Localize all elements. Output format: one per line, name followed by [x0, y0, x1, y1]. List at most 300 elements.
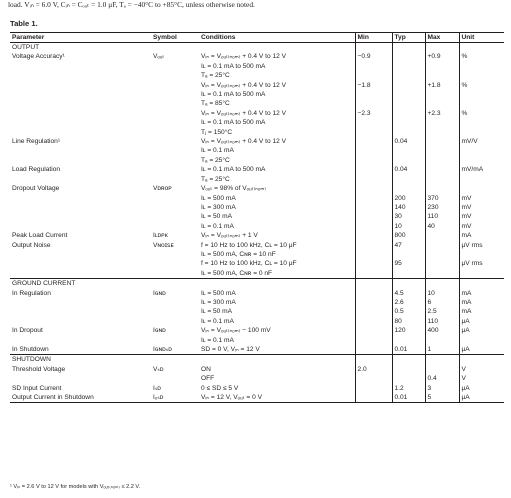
- header-symbol: Symbol: [151, 33, 199, 43]
- unit-cell: mA: [459, 298, 504, 307]
- parameter-cell: [10, 194, 151, 203]
- symbol-cell: [151, 317, 199, 326]
- parameter-cell: Load Regulation: [12, 166, 61, 174]
- symbol-cell: Iɢɴᴅₛᴅ: [153, 346, 172, 353]
- unit-cell: V: [459, 374, 504, 383]
- header-typ: Typ: [392, 33, 425, 43]
- typ-cell: [392, 374, 425, 383]
- max-cell: [425, 365, 459, 374]
- max-cell: [425, 118, 459, 127]
- conditions-cell: Iʟ = 0.1 mA to 500 mA: [201, 166, 266, 174]
- min-cell: −1.8: [355, 81, 392, 90]
- table-row: [10, 345, 504, 355]
- unit-cell: μV rms: [459, 241, 504, 250]
- table-row: [10, 289, 504, 298]
- max-cell: +1.8: [425, 81, 459, 90]
- min-cell: [355, 317, 392, 326]
- parameter-cell: [10, 203, 151, 212]
- parameter-cell: Threshold Voltage: [12, 365, 66, 373]
- table-row: [10, 90, 504, 99]
- min-cell: [355, 298, 392, 307]
- max-cell: 5: [425, 393, 459, 403]
- symbol-cell: [151, 203, 199, 212]
- unit-cell: [459, 279, 504, 289]
- unit-cell: V: [459, 365, 504, 374]
- min-cell: [355, 43, 392, 53]
- symbol-cell: [151, 156, 199, 165]
- symbol-cell: [151, 307, 199, 316]
- conditions-cell: SD = 0 V, Vᵢₙ = 12 V: [201, 346, 260, 353]
- typ-cell: 10: [392, 222, 425, 231]
- symbol-cell: [151, 175, 199, 184]
- unit-cell: μA: [459, 393, 504, 403]
- typ-cell: [392, 52, 425, 61]
- max-cell: +2.3: [425, 109, 459, 118]
- max-cell: [425, 71, 459, 80]
- parameter-cell: [10, 128, 151, 137]
- symbol-cell: [151, 71, 199, 80]
- min-cell: [355, 269, 392, 279]
- conditions-cell: Iʟ = 0.1 mA to 500 mA: [201, 91, 266, 99]
- section-row: [10, 43, 504, 53]
- min-cell: [355, 146, 392, 155]
- conditions-cell: Vᵢₙ = 12 V, Vₒᵤₜ = 0 V: [199, 393, 355, 403]
- conditions-cell: Iʟ = 500 mA: [201, 194, 236, 202]
- typ-cell: 47: [392, 241, 425, 250]
- unit-cell: mV/mA: [459, 165, 504, 174]
- parameter-cell: [10, 109, 151, 118]
- typ-cell: [392, 62, 425, 71]
- typ-cell: [392, 90, 425, 99]
- parameter-cell: Output Noise: [12, 241, 51, 249]
- max-cell: +0.9: [425, 52, 459, 61]
- typ-cell: 0.5: [392, 307, 425, 316]
- typ-cell: [392, 365, 425, 374]
- symbol-cell: [151, 222, 199, 231]
- unit-cell: [459, 336, 504, 345]
- unit-cell: μV rms: [459, 259, 504, 268]
- typ-cell: [392, 146, 425, 155]
- parameter-cell: [10, 175, 151, 184]
- parameter-cell: Output Current in Shutdown: [10, 393, 151, 403]
- table-row: [10, 71, 504, 80]
- unit-cell: mA: [459, 307, 504, 316]
- typ-cell: [392, 355, 425, 365]
- table-row: [10, 336, 504, 345]
- parameter-cell: [10, 259, 151, 268]
- unit-cell: [459, 355, 504, 365]
- symbol-cell: Vɴᴏɪꜱᴇ: [153, 241, 174, 249]
- unit-cell: [459, 250, 504, 259]
- conditions-cell: Iʟ = 50 mA: [201, 308, 233, 316]
- intro-line: load. Vᵢₙ = 6.0 V, Cᵢₙ = Cₒᵤₜ = 1.0 μF, Tₐ = −40°C to +85°C, unless otherwise noted.: [8, 0, 255, 9]
- max-cell: 370: [425, 194, 459, 203]
- table-row: [10, 146, 504, 155]
- parameter-cell: In Regulation: [12, 289, 51, 297]
- min-cell: −2.3: [355, 109, 392, 118]
- max-cell: [425, 259, 459, 268]
- min-cell: [355, 241, 392, 250]
- max-cell: 40: [425, 222, 459, 231]
- min-cell: [355, 90, 392, 99]
- parameter-cell: [10, 222, 151, 231]
- min-cell: [355, 194, 392, 203]
- min-cell: [355, 250, 392, 259]
- table-row: [10, 52, 504, 61]
- unit-cell: [459, 175, 504, 184]
- unit-cell: mV: [459, 212, 504, 221]
- typ-cell: [392, 184, 425, 193]
- section-title: OUTPUT: [10, 43, 151, 53]
- parameter-cell: [10, 118, 151, 127]
- min-cell: [355, 231, 392, 240]
- min-cell: [355, 279, 392, 289]
- section-row: [10, 355, 504, 365]
- unit-cell: [459, 62, 504, 71]
- header-unit: Unit: [459, 33, 504, 43]
- conditions-cell: [199, 43, 355, 53]
- unit-cell: mA: [459, 231, 504, 240]
- max-cell: [425, 175, 459, 184]
- unit-cell: [459, 184, 504, 193]
- conditions-cell: f = 10 Hz to 100 kHz, Cʟ = 10 μF: [201, 260, 297, 268]
- table-row: [10, 393, 504, 403]
- parameter-cell: [10, 307, 151, 316]
- unit-cell: %: [459, 52, 504, 61]
- max-cell: [425, 355, 459, 365]
- conditions-cell: Iʟ = 0.1 mA to 500 mA: [201, 62, 266, 70]
- max-cell: 110: [425, 317, 459, 326]
- conditions-cell: [199, 279, 355, 289]
- symbol-cell: [151, 269, 199, 279]
- unit-cell: [459, 146, 504, 155]
- table-header-row: [10, 33, 504, 43]
- table-row: [10, 194, 504, 203]
- symbol-cell: [151, 109, 199, 118]
- max-cell: [425, 336, 459, 345]
- table-row: [10, 203, 504, 212]
- conditions-cell: Tₐ = 25°C: [201, 156, 230, 164]
- conditions-cell: Vₒᵤₜ = 98% of Vₒᵤₜ₍ₙₒₘ₎: [201, 185, 267, 193]
- conditions-cell: Iʟ = 0.1 mA: [201, 317, 234, 325]
- min-cell: [355, 184, 392, 193]
- conditions-cell: OFF: [201, 375, 215, 383]
- table-row: [10, 317, 504, 326]
- typ-cell: 2.6: [392, 298, 425, 307]
- symbol-cell: Iₒₛᴅ: [151, 393, 199, 403]
- parameter-cell: Line Regulation¹: [12, 138, 61, 146]
- parameter-cell: [10, 317, 151, 326]
- symbol-cell: [151, 298, 199, 307]
- symbol-cell: Iɢɴᴅ: [153, 289, 166, 297]
- table-row: [10, 175, 504, 184]
- symbol-cell: [151, 99, 199, 108]
- parameter-cell: SD Input Current: [12, 384, 62, 392]
- conditions-cell: Iʟ = 300 mA: [201, 298, 236, 306]
- conditions-cell: Tₐ = 85°C: [201, 100, 230, 108]
- parameter-cell: [10, 71, 151, 80]
- table-row: [10, 241, 504, 250]
- conditions-cell: Tₐ = 25°C: [201, 72, 230, 80]
- conditions-cell: Iʟ = 0.1 mA to 500 mA: [201, 119, 266, 127]
- parameter-cell: [10, 269, 151, 279]
- max-cell: 3: [425, 384, 459, 393]
- unit-cell: [459, 118, 504, 127]
- conditions-cell: Iʟ = 0.1 mA: [201, 222, 234, 230]
- typ-cell: [392, 128, 425, 137]
- max-cell: [425, 269, 459, 279]
- unit-cell: mA: [459, 289, 504, 298]
- symbol-cell: [151, 212, 199, 221]
- table-row: [10, 81, 504, 90]
- specifications-table: [10, 32, 504, 403]
- unit-cell: [459, 99, 504, 108]
- symbol-cell: Vₒᵤₜ: [153, 53, 165, 61]
- min-cell: [355, 393, 392, 403]
- min-cell: [355, 165, 392, 174]
- table-row: [10, 62, 504, 71]
- unit-cell: [459, 128, 504, 137]
- conditions-cell: Iʟ = 0.1 mA: [201, 147, 234, 155]
- table-row: [10, 298, 504, 307]
- conditions-cell: Iʟ = 500 mA, Cɴʀ = 0 nF: [201, 269, 273, 277]
- table-row: [10, 374, 504, 383]
- min-cell: [355, 307, 392, 316]
- unit-cell: [459, 90, 504, 99]
- max-cell: 2.5: [425, 307, 459, 316]
- unit-cell: mV: [459, 194, 504, 203]
- conditions-cell: Iʟ = 0.1 mA: [201, 336, 234, 344]
- max-cell: [425, 279, 459, 289]
- min-cell: [355, 203, 392, 212]
- footnote: ¹ Vᵢₙ = 2.6 V to 12 V for models with Vₒᵤₜ₍ₙₒₘ₎ ≤ 2.2 V.: [10, 484, 141, 490]
- unit-cell: %: [459, 81, 504, 90]
- max-cell: [425, 137, 459, 146]
- table-row: [10, 222, 504, 231]
- table-row: [10, 109, 504, 118]
- header-conditions: Conditions: [199, 33, 355, 43]
- parameter-cell: [10, 250, 151, 259]
- min-cell: 2.0: [355, 365, 392, 374]
- typ-cell: 4.5: [392, 289, 425, 298]
- section-title: GROUND CURRENT: [10, 279, 151, 289]
- parameter-cell: [10, 99, 151, 108]
- typ-cell: 30: [392, 212, 425, 221]
- parameter-cell: [10, 212, 151, 221]
- min-cell: [355, 62, 392, 71]
- conditions-cell: Iʟ = 500 mA, Cɴʀ = 10 nF: [201, 250, 276, 258]
- table-row: [10, 99, 504, 108]
- unit-cell: [459, 156, 504, 165]
- symbol-cell: Iʟᴅᴘᴋ: [153, 232, 168, 240]
- unit-cell: %: [459, 109, 504, 118]
- symbol-cell: [151, 165, 199, 174]
- unit-cell: μA: [459, 317, 504, 326]
- unit-cell: mV: [459, 203, 504, 212]
- parameter-cell: [10, 156, 151, 165]
- conditions-cell: Vᵢₙ = Vₒᵤₜ₍ₙₒₘ₎ + 0.4 V to 12 V: [201, 81, 287, 89]
- typ-cell: [392, 269, 425, 279]
- min-cell: [355, 71, 392, 80]
- max-cell: 0.4: [425, 374, 459, 383]
- typ-cell: [392, 71, 425, 80]
- header-max: Max: [425, 33, 459, 43]
- typ-cell: [392, 99, 425, 108]
- max-cell: [425, 156, 459, 165]
- typ-cell: 200: [392, 194, 425, 203]
- symbol-cell: [151, 62, 199, 71]
- min-cell: [355, 384, 392, 393]
- header-parameter: Parameter: [10, 33, 151, 43]
- table-row: [10, 184, 504, 193]
- typ-cell: [392, 156, 425, 165]
- unit-cell: [459, 43, 504, 53]
- table-row: [10, 165, 504, 174]
- conditions-cell: Tⱼ = 150°C: [201, 128, 233, 136]
- typ-cell: [392, 109, 425, 118]
- typ-cell: 1.2: [392, 384, 425, 393]
- table-body: [10, 43, 504, 403]
- table-row: [10, 365, 504, 374]
- min-cell: [355, 128, 392, 137]
- typ-cell: [392, 118, 425, 127]
- max-cell: [425, 250, 459, 259]
- conditions-cell: [199, 355, 355, 365]
- min-cell: [355, 175, 392, 184]
- unit-cell: mV: [459, 222, 504, 231]
- max-cell: [425, 146, 459, 155]
- symbol-cell: Vᴅʀᴏᴘ: [153, 185, 172, 193]
- min-cell: −0.9: [355, 52, 392, 61]
- typ-cell: [392, 81, 425, 90]
- symbol-cell: [151, 355, 199, 365]
- parameter-cell: [10, 62, 151, 71]
- typ-cell: 0.04: [392, 137, 425, 146]
- typ-cell: 120: [392, 326, 425, 335]
- max-cell: 400: [425, 326, 459, 335]
- min-cell: [355, 212, 392, 221]
- max-cell: [425, 62, 459, 71]
- max-cell: [425, 90, 459, 99]
- symbol-cell: [151, 250, 199, 259]
- table-row: [10, 118, 504, 127]
- min-cell: [355, 326, 392, 335]
- parameter-cell: [10, 81, 151, 90]
- conditions-cell: Vᵢₙ = Vₒᵤₜ₍ₙₒₘ₎ − 100 mV: [201, 327, 271, 335]
- unit-cell: μA: [459, 326, 504, 335]
- symbol-cell: [151, 81, 199, 90]
- unit-cell: [459, 269, 504, 279]
- unit-cell: μA: [459, 345, 504, 355]
- min-cell: [355, 259, 392, 268]
- parameter-cell: In Dropout: [12, 327, 43, 335]
- min-cell: [355, 222, 392, 231]
- typ-cell: 800: [392, 231, 425, 240]
- parameter-cell: [10, 146, 151, 155]
- symbol-cell: [151, 90, 199, 99]
- unit-cell: μA: [459, 384, 504, 393]
- typ-cell: 95: [392, 259, 425, 268]
- min-cell: [355, 336, 392, 345]
- symbol-cell: [151, 43, 199, 53]
- min-cell: [355, 99, 392, 108]
- unit-cell: [459, 71, 504, 80]
- conditions-cell: Iʟ = 500 mA: [201, 289, 236, 297]
- symbol-cell: [151, 137, 199, 146]
- table-row: [10, 384, 504, 393]
- max-cell: [425, 184, 459, 193]
- min-cell: [355, 345, 392, 355]
- conditions-cell: 0 ≤ SD ≤ 5 V: [201, 384, 239, 392]
- symbol-cell: [151, 336, 199, 345]
- min-cell: [355, 374, 392, 383]
- parameter-cell: [10, 298, 151, 307]
- min-cell: [355, 156, 392, 165]
- section-title: SHUTDOWN: [10, 355, 151, 365]
- symbol-cell: [151, 118, 199, 127]
- max-cell: [425, 241, 459, 250]
- table-row: [10, 269, 504, 279]
- typ-cell: [392, 279, 425, 289]
- symbol-cell: Iɢɴᴅ: [153, 327, 166, 335]
- header-min: Min: [355, 33, 392, 43]
- table-row: [10, 212, 504, 221]
- max-cell: [425, 43, 459, 53]
- symbol-cell: [151, 194, 199, 203]
- conditions-cell: Iʟ = 50 mA: [201, 213, 233, 221]
- table-row: [10, 250, 504, 259]
- section-row: [10, 279, 504, 289]
- max-cell: [425, 165, 459, 174]
- unit-cell: mV/V: [459, 137, 504, 146]
- max-cell: [425, 231, 459, 240]
- conditions-cell: Tₐ = 25°C: [201, 175, 230, 183]
- max-cell: 6: [425, 298, 459, 307]
- typ-cell: 140: [392, 203, 425, 212]
- symbol-cell: [151, 146, 199, 155]
- table-caption: Table 1.: [10, 19, 38, 28]
- conditions-cell: ON: [201, 365, 211, 373]
- max-cell: 1: [425, 345, 459, 355]
- max-cell: 230: [425, 203, 459, 212]
- parameter-cell: [10, 374, 151, 383]
- parameter-cell: Voltage Accuracy¹: [12, 53, 65, 61]
- table-row: [10, 326, 504, 335]
- max-cell: [425, 99, 459, 108]
- max-cell: [425, 128, 459, 137]
- symbol-cell: Vₛᴅ: [153, 365, 164, 373]
- table-row: [10, 231, 504, 240]
- conditions-cell: Vᵢₙ = Vₒᵤₜ₍ₙₒₘ₎ + 1 V: [201, 232, 258, 240]
- min-cell: [355, 355, 392, 365]
- symbol-cell: [151, 128, 199, 137]
- conditions-cell: Vᵢₙ = Vₒᵤₜ₍ₙₒₘ₎ + 0.4 V to 12 V: [201, 53, 287, 61]
- max-cell: 110: [425, 212, 459, 221]
- symbol-cell: [151, 279, 199, 289]
- conditions-cell: Vᵢₙ = Vₒᵤₜ₍ₙₒₘ₎ + 0.4 V to 12 V: [201, 109, 287, 117]
- parameter-cell: Dropout Voltage: [12, 185, 60, 193]
- parameter-cell: [10, 336, 151, 345]
- table-row: [10, 137, 504, 146]
- typ-cell: [392, 43, 425, 53]
- symbol-cell: Iₛᴅ: [153, 384, 161, 392]
- parameter-cell: [10, 90, 151, 99]
- typ-cell: 0.01: [392, 345, 425, 355]
- typ-cell: 0.04: [392, 165, 425, 174]
- parameter-cell: In Shutdown: [12, 346, 49, 353]
- table-row: [10, 259, 504, 268]
- symbol-cell: [151, 259, 199, 268]
